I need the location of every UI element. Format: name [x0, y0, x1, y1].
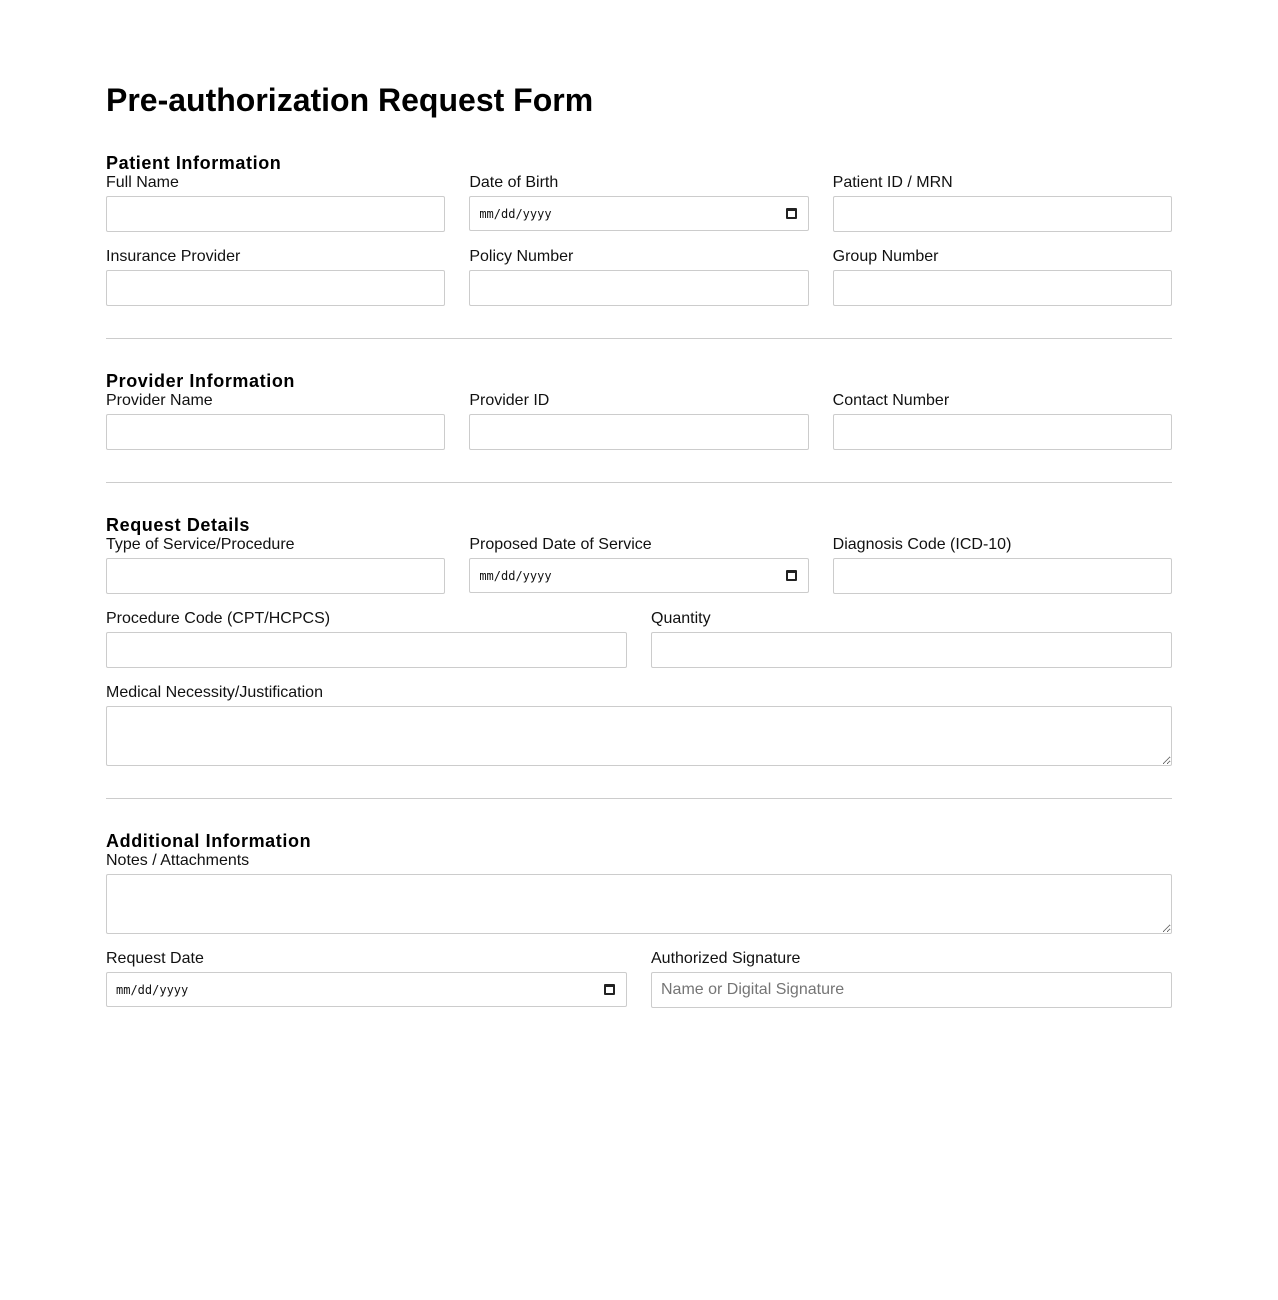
request-date-input[interactable]	[106, 972, 627, 1007]
diagnosis-code-input[interactable]	[833, 558, 1172, 594]
field-date-of-birth	[469, 174, 808, 232]
section-heading-request: Request Details	[106, 515, 251, 535]
field-signature	[651, 950, 1172, 1008]
field-service-type	[106, 536, 445, 594]
field-diagnosis-code	[833, 536, 1172, 594]
group-number-label: Group Number	[832, 248, 939, 265]
field-procedure-code	[106, 610, 627, 668]
provider-id-label: Provider ID	[469, 392, 550, 409]
date-of-birth-label: Date of Birth	[469, 174, 559, 191]
request-date-format: mm/dd/yyyy	[116, 982, 189, 997]
calendar-icon[interactable]	[786, 570, 797, 581]
justification-label: Medical Necessity/Justification	[106, 684, 323, 701]
request-row-2	[106, 610, 1172, 668]
signature-label: Authorized Signature	[651, 950, 801, 967]
patient-id-input[interactable]	[833, 196, 1172, 232]
field-quantity	[651, 610, 1172, 668]
request-date-label: Request Date	[106, 950, 204, 967]
field-justification	[106, 684, 1172, 766]
section-divider	[106, 798, 1172, 799]
quantity-label: Quantity	[651, 610, 711, 627]
request-row-3	[106, 684, 1172, 766]
page-title: Pre-authorization Request Form	[106, 82, 594, 118]
field-request-date	[106, 950, 627, 1008]
section-heading-additional: Additional Information	[106, 831, 312, 851]
notes-textarea[interactable]	[106, 874, 1172, 934]
patient-id-label: Patient ID / MRN	[832, 174, 953, 191]
section-request-details	[106, 515, 1172, 766]
full-name-input[interactable]	[106, 196, 445, 232]
field-policy-number	[469, 248, 808, 306]
service-type-label: Type of Service/Procedure	[106, 536, 295, 553]
diagnosis-code-label: Diagnosis Code (ICD-10)	[832, 536, 1012, 553]
provider-id-input[interactable]	[469, 414, 808, 450]
section-patient-information	[106, 153, 1172, 306]
service-type-input[interactable]	[106, 558, 445, 594]
group-number-input[interactable]	[833, 270, 1172, 306]
section-divider	[106, 338, 1172, 339]
date-of-birth-input[interactable]	[469, 196, 808, 231]
field-group-number	[833, 248, 1172, 306]
contact-number-input[interactable]	[833, 414, 1172, 450]
provider-row-1	[106, 392, 1172, 450]
patient-row-1	[106, 174, 1172, 232]
quantity-input[interactable]	[651, 632, 1172, 668]
additional-row-2	[106, 950, 1172, 1008]
procedure-code-label: Procedure Code (CPT/HCPCS)	[106, 610, 331, 627]
calendar-icon[interactable]	[604, 984, 615, 995]
field-full-name	[106, 174, 445, 232]
calendar-icon[interactable]	[786, 208, 797, 219]
field-provider-name	[106, 392, 445, 450]
field-proposed-date	[469, 536, 808, 594]
section-heading-patient: Patient Information	[106, 153, 282, 173]
date-of-birth-format: mm/dd/yyyy	[479, 206, 552, 221]
section-heading-provider: Provider Information	[106, 371, 296, 391]
notes-label: Notes / Attachments	[106, 852, 250, 869]
provider-name-label: Provider Name	[106, 392, 213, 409]
proposed-date-input[interactable]	[469, 558, 808, 593]
section-divider	[106, 482, 1172, 483]
policy-number-input[interactable]	[469, 270, 808, 306]
provider-name-input[interactable]	[106, 414, 445, 450]
procedure-code-input[interactable]	[106, 632, 627, 668]
contact-number-label: Contact Number	[832, 392, 950, 409]
additional-row-1	[106, 852, 1172, 934]
section-additional-information	[106, 831, 1172, 1008]
section-provider-information	[106, 371, 1172, 450]
patient-row-2	[106, 248, 1172, 306]
field-insurance-provider	[106, 248, 445, 306]
field-patient-id	[833, 174, 1172, 232]
full-name-label: Full Name	[106, 174, 179, 191]
justification-textarea[interactable]	[106, 706, 1172, 766]
preauth-form-page	[106, 0, 1172, 1008]
signature-input[interactable]	[651, 972, 1172, 1008]
policy-number-label: Policy Number	[469, 248, 574, 265]
field-contact-number	[833, 392, 1172, 450]
insurance-provider-label: Insurance Provider	[106, 248, 241, 265]
request-row-1	[106, 536, 1172, 594]
field-provider-id	[469, 392, 808, 450]
proposed-date-format: mm/dd/yyyy	[479, 568, 552, 583]
field-notes	[106, 852, 1172, 934]
insurance-provider-input[interactable]	[106, 270, 445, 306]
proposed-date-label: Proposed Date of Service	[469, 536, 652, 553]
